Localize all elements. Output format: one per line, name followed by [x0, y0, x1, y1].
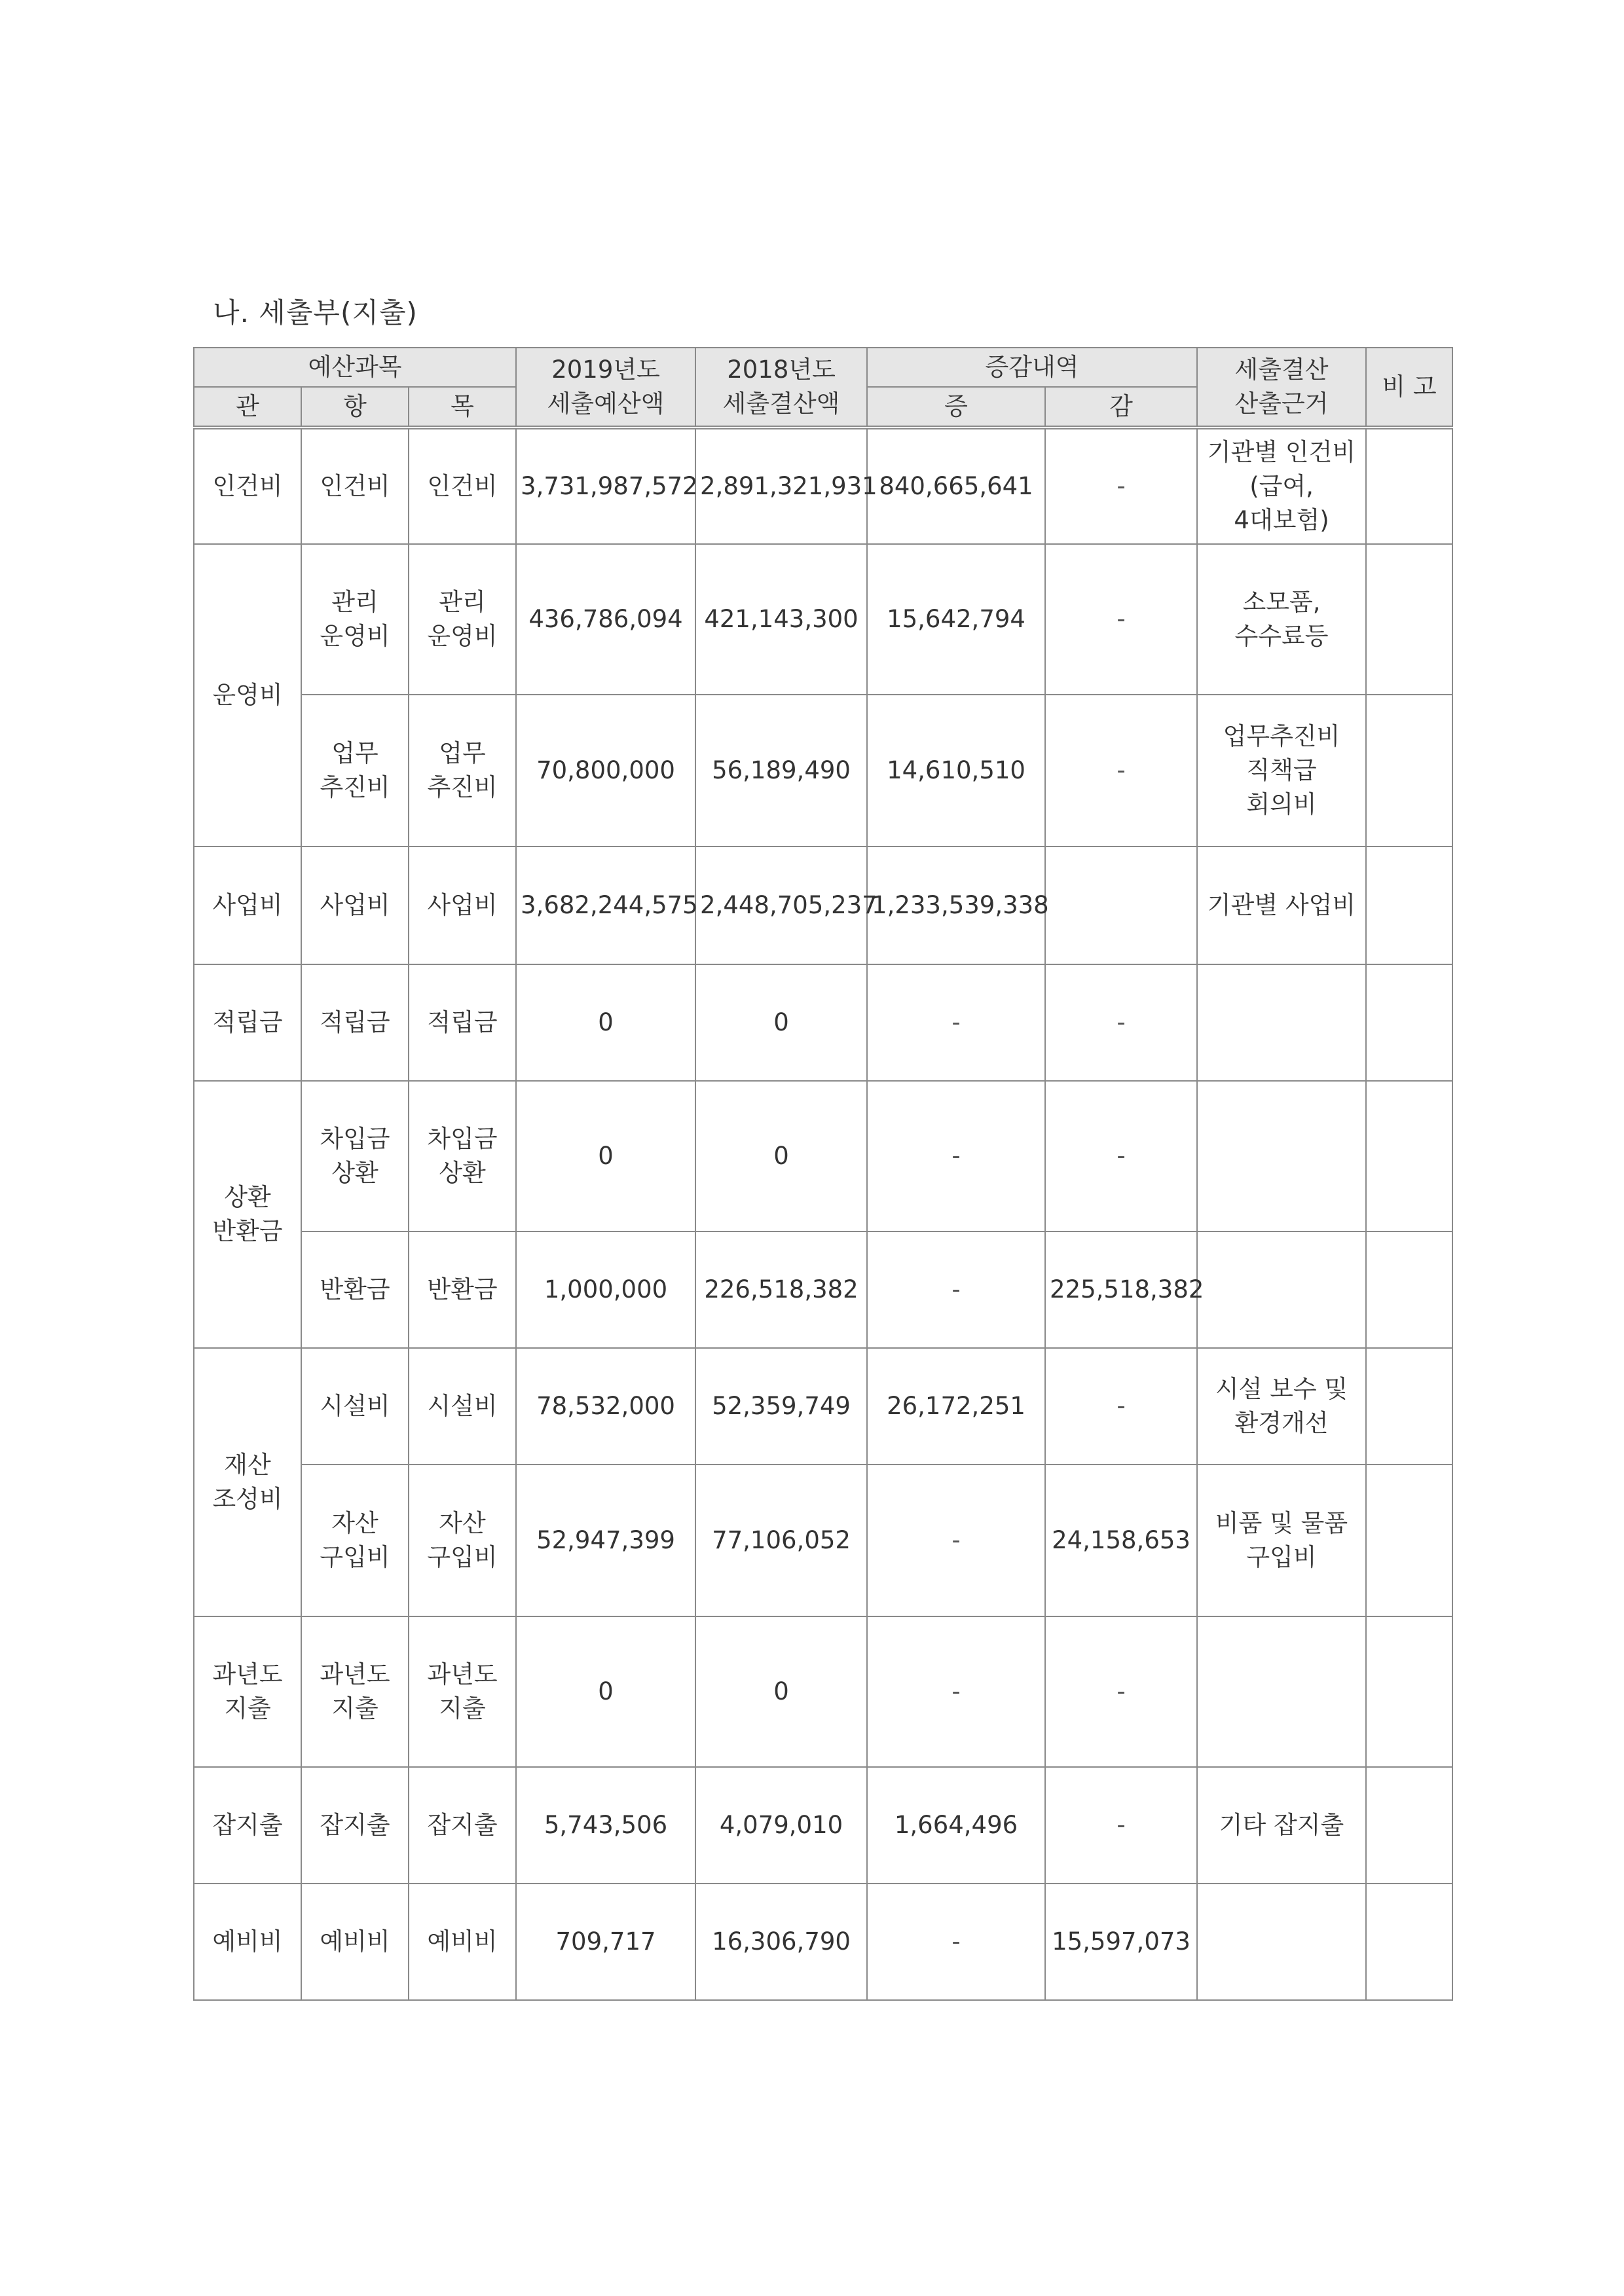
cell-remarks — [1366, 544, 1452, 695]
cell-decrease: - — [1045, 1348, 1197, 1465]
cell-mok: 자산 구입비 — [409, 1465, 516, 1616]
cell-remarks — [1366, 1884, 1452, 2000]
cell-budget: 5,743,506 — [516, 1767, 695, 1884]
cell-basis: 기관별 인건비 (급여, 4대보험) — [1197, 428, 1366, 544]
cell-mok: 예비비 — [409, 1884, 516, 2000]
cell-basis — [1197, 1081, 1366, 1231]
cell-mok: 업무 추진비 — [409, 695, 516, 847]
header-gwan: 관 — [194, 387, 301, 428]
cell-budget: 70,800,000 — [516, 695, 695, 847]
header-settlement-2018: 2018년도 세출결산액 — [695, 348, 867, 428]
cell-hang: 관리 운영비 — [301, 544, 409, 695]
cell-hang: 사업비 — [301, 847, 409, 964]
cell-decrease: 24,158,653 — [1045, 1465, 1197, 1616]
cell-increase: - — [867, 1465, 1045, 1616]
cell-decrease: - — [1045, 1081, 1197, 1231]
cell-increase: 26,172,251 — [867, 1348, 1045, 1465]
cell-basis: 업무추진비 직책급 회의비 — [1197, 695, 1366, 847]
cell-settlement: 0 — [695, 1081, 867, 1231]
cell-remarks — [1366, 1231, 1452, 1348]
cell-mok: 잡지출 — [409, 1767, 516, 1884]
cell-settlement: 421,143,300 — [695, 544, 867, 695]
cell-budget: 3,682,244,575 — [516, 847, 695, 964]
header-budget-subject: 예산과목 — [194, 348, 516, 387]
cell-basis: 기타 잡지출 — [1197, 1767, 1366, 1884]
expenditure-table — [193, 347, 1453, 2001]
cell-hang: 과년도 지출 — [301, 1616, 409, 1767]
cell-remarks — [1366, 1616, 1452, 1767]
cell-mok: 적립금 — [409, 964, 516, 1081]
cell-hang: 적립금 — [301, 964, 409, 1081]
cell-hang: 시설비 — [301, 1348, 409, 1465]
header-budget-2019: 2019년도 세출예산액 — [516, 348, 695, 428]
cell-remarks — [1366, 1465, 1452, 1616]
cell-settlement: 226,518,382 — [695, 1231, 867, 1348]
cell-mok: 인건비 — [409, 428, 516, 544]
cell-settlement: 56,189,490 — [695, 695, 867, 847]
cell-mok: 사업비 — [409, 847, 516, 964]
section-title: 나. 세출부(지출) — [213, 297, 418, 329]
cell-basis — [1197, 1884, 1366, 2000]
cell-gwan: 상환 반환금 — [194, 1081, 301, 1348]
cell-decrease: - — [1045, 695, 1197, 847]
cell-increase: - — [867, 1884, 1045, 2000]
cell-gwan: 적립금 — [194, 964, 301, 1081]
table-row — [194, 1465, 1452, 1616]
cell-decrease: 225,518,382 — [1045, 1231, 1197, 1348]
cell-decrease: - — [1045, 1616, 1197, 1767]
cell-settlement: 0 — [695, 1616, 867, 1767]
cell-settlement: 16,306,790 — [695, 1884, 867, 2000]
cell-hang: 차입금 상환 — [301, 1081, 409, 1231]
cell-increase: 1,233,539,338 — [867, 847, 1045, 964]
cell-increase: 840,665,641 — [867, 428, 1045, 544]
cell-hang: 반환금 — [301, 1231, 409, 1348]
header-decrease: 감 — [1045, 387, 1197, 428]
table-row — [194, 695, 1452, 847]
header-remarks: 비 고 — [1366, 348, 1452, 428]
table-row — [194, 1767, 1452, 1884]
cell-budget: 78,532,000 — [516, 1348, 695, 1465]
cell-basis: 시설 보수 및 환경개선 — [1197, 1348, 1366, 1465]
cell-gwan: 예비비 — [194, 1884, 301, 2000]
cell-budget: 0 — [516, 1081, 695, 1231]
cell-gwan: 과년도 지출 — [194, 1616, 301, 1767]
cell-increase: - — [867, 1231, 1045, 1348]
table-row — [194, 847, 1452, 964]
cell-budget: 436,786,094 — [516, 544, 695, 695]
cell-remarks — [1366, 1767, 1452, 1884]
cell-mok: 반환금 — [409, 1231, 516, 1348]
table-row — [194, 1884, 1452, 2000]
cell-settlement: 77,106,052 — [695, 1465, 867, 1616]
cell-increase: 15,642,794 — [867, 544, 1045, 695]
cell-gwan: 운영비 — [194, 544, 301, 847]
cell-remarks — [1366, 1348, 1452, 1465]
cell-gwan: 인건비 — [194, 428, 301, 544]
cell-increase: - — [867, 1616, 1045, 1767]
cell-budget: 0 — [516, 1616, 695, 1767]
cell-gwan: 재산 조성비 — [194, 1348, 301, 1616]
cell-settlement: 2,448,705,237 — [695, 847, 867, 964]
header-basis: 세출결산 산출근거 — [1197, 348, 1366, 428]
cell-budget: 1,000,000 — [516, 1231, 695, 1348]
cell-decrease: - — [1045, 1767, 1197, 1884]
header-mok: 목 — [409, 387, 516, 428]
cell-decrease: - — [1045, 428, 1197, 544]
cell-budget: 0 — [516, 964, 695, 1081]
table-row — [194, 1231, 1452, 1348]
cell-remarks — [1366, 428, 1452, 544]
cell-remarks — [1366, 1081, 1452, 1231]
table-row — [194, 544, 1452, 695]
cell-decrease — [1045, 847, 1197, 964]
cell-basis — [1197, 1231, 1366, 1348]
cell-basis — [1197, 964, 1366, 1081]
cell-mok: 시설비 — [409, 1348, 516, 1465]
cell-settlement: 0 — [695, 964, 867, 1081]
header-hang: 항 — [301, 387, 409, 428]
cell-basis: 비품 및 물품 구입비 — [1197, 1465, 1366, 1616]
cell-mok: 관리 운영비 — [409, 544, 516, 695]
cell-hang: 인건비 — [301, 428, 409, 544]
cell-gwan: 사업비 — [194, 847, 301, 964]
table-row — [194, 1616, 1452, 1767]
cell-settlement: 2,891,321,931 — [695, 428, 867, 544]
cell-mok: 과년도 지출 — [409, 1616, 516, 1767]
cell-hang: 자산 구입비 — [301, 1465, 409, 1616]
cell-decrease: 15,597,073 — [1045, 1884, 1197, 2000]
cell-basis — [1197, 1616, 1366, 1767]
cell-remarks — [1366, 695, 1452, 847]
cell-increase: - — [867, 1081, 1045, 1231]
table-row — [194, 964, 1452, 1081]
cell-budget: 709,717 — [516, 1884, 695, 2000]
header-increase: 증 — [867, 387, 1045, 428]
cell-remarks — [1366, 964, 1452, 1081]
cell-settlement: 4,079,010 — [695, 1767, 867, 1884]
cell-settlement: 52,359,749 — [695, 1348, 867, 1465]
table-row — [194, 428, 1452, 544]
cell-hang: 잡지출 — [301, 1767, 409, 1884]
cell-hang: 업무 추진비 — [301, 695, 409, 847]
table-row — [194, 1348, 1452, 1465]
cell-basis: 기관별 사업비 — [1197, 847, 1366, 964]
cell-gwan: 잡지출 — [194, 1767, 301, 1884]
cell-budget: 3,731,987,572 — [516, 428, 695, 544]
cell-budget: 52,947,399 — [516, 1465, 695, 1616]
cell-remarks — [1366, 847, 1452, 964]
table-row — [194, 1081, 1452, 1231]
cell-mok: 차입금 상환 — [409, 1081, 516, 1231]
cell-increase: 14,610,510 — [867, 695, 1045, 847]
header-change: 증감내역 — [867, 348, 1197, 387]
cell-basis: 소모품, 수수료등 — [1197, 544, 1366, 695]
cell-increase: - — [867, 964, 1045, 1081]
cell-hang: 예비비 — [301, 1884, 409, 2000]
cell-decrease: - — [1045, 964, 1197, 1081]
cell-decrease: - — [1045, 544, 1197, 695]
cell-increase: 1,664,496 — [867, 1767, 1045, 1884]
